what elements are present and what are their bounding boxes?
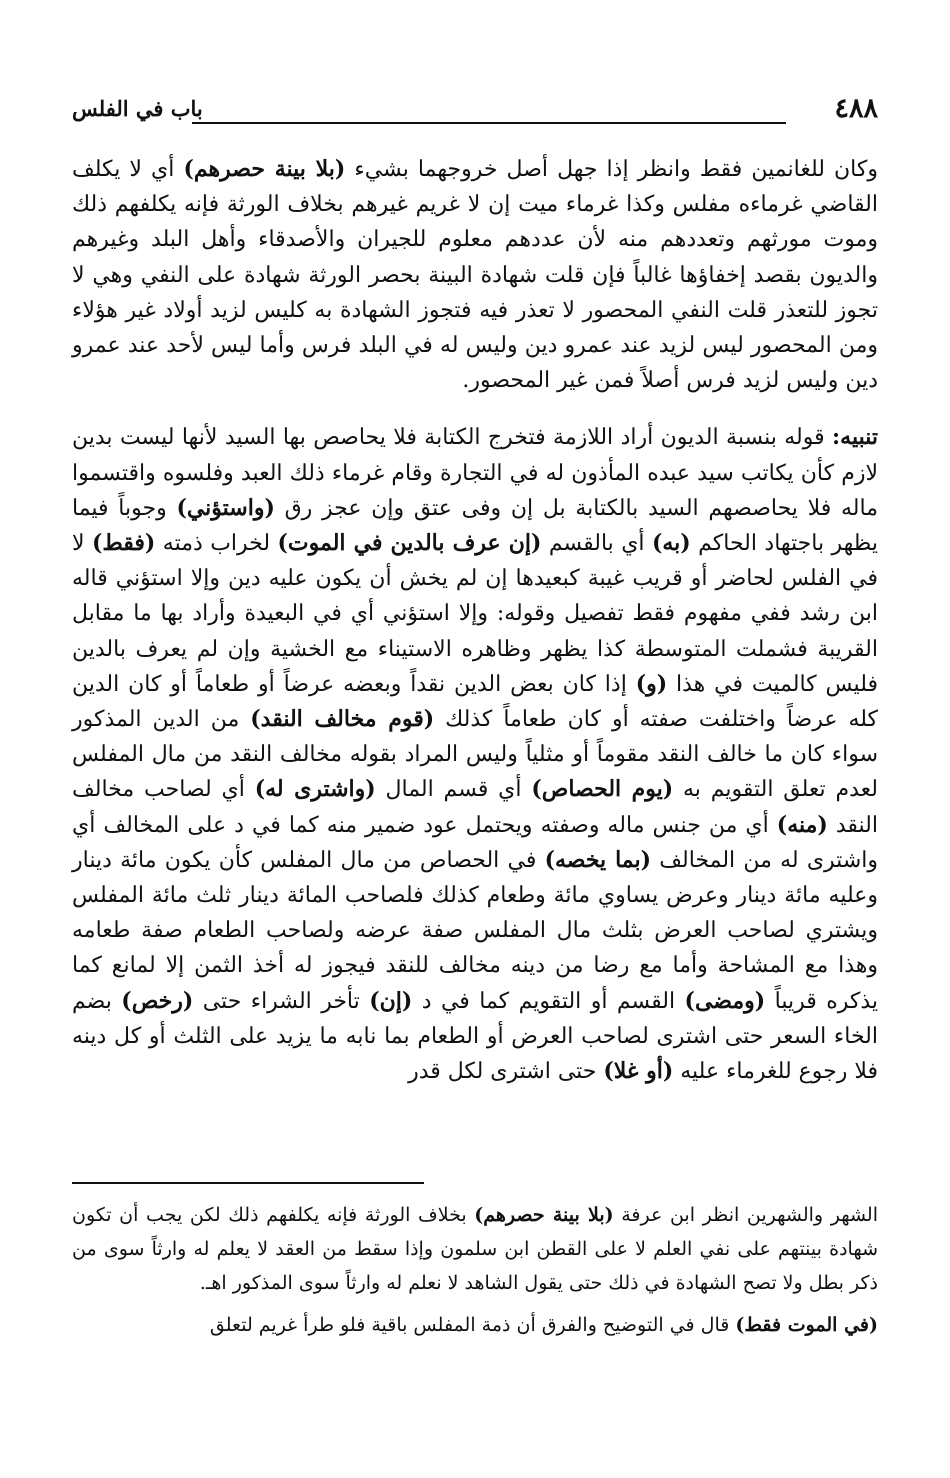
page-number: ٤٨٨: [834, 93, 878, 124]
main-text: [72, 152, 878, 1089]
bold-term: (منه): [776, 811, 828, 838]
bold-term: (ومضى): [684, 987, 766, 1014]
bold-term: (و): [635, 670, 668, 697]
bold-term: (رخص): [121, 987, 194, 1014]
bold-term: (بلا بينة حصرهم): [183, 156, 346, 182]
page-header: [72, 92, 878, 126]
bold-term: (به): [651, 530, 691, 557]
bold-term: (بما يخصه): [544, 846, 652, 873]
header-rule: [192, 122, 786, 124]
bold-term: (واستؤني): [176, 494, 275, 521]
footnote-2: (في الموت فقط) قال في التوضيح والفرق أن ذمة المفلس باقية فلو طرأ غريم لتعلق: [209, 1314, 878, 1336]
footnote-1: الشهر والشهرين انظر ابن عرفة (بلا بينة حصرهم) بخلاف الورثة فإنه يكلفهم ذلك لكن يجب أن تكون شهادة بينتهم على نفي العلم لا على القطن ابن سلمون وإذا سقط من العقد لا يعلم له وارثاً سوى من ذكر بطل ولا تصح الشهادة في ذلك حتى يقول الشاهد لا نعلم له وارثاً سوى المذكور اهـ.: [72, 1204, 878, 1294]
bold-term: (أو غلا): [603, 1058, 674, 1085]
bold-term: (قوم مخالف النقد): [250, 706, 435, 733]
bold-term: (في الموت فقط): [735, 1314, 878, 1336]
bold-term: (فقط): [91, 530, 156, 557]
bold-term: (إن عرف بالدين في الموت): [277, 530, 542, 557]
paragraph-2: تنبيه: قوله بنسبة الديون أراد اللازمة فتخرج الكتابة فلا يحاصص بها السيد لأنها ليست بدين لازم كأن يكاتب سيد عبده المأذون له في التجارة وقام غرماء ذلك العبد وفلسوه واقتسموا ماله فلا يحاصصهم السيد بالكتابة بل إن وفى عتق وإن عجز رق (واستؤني) وجوباً فيما يظهر باجتهاد الحاكم (به) أي بالقسم (إن عرف بالدين في الموت) لخراب ذمته (فقط) لا في الفلس لحاضر أو قريب غيبة كبعيدها إن لم يخش أن يكون عليه دين وإلا استؤني قاله ابن رشد ففي مفهوم فقط تفصيل وقوله: وإلا استؤني أي في البعيدة وأراد بها ما مقابل القريبة فشملت المتوسطة كذا يظهر وظاهره الاستيناء مع الخشية وإن لم يعرف بالدين فليس كالميت في هذا (و) إذا كان بعض الدين نقداً وبعضه عرضاً أو طعاماً أو كان الدين كله عرضاً واختلفت صفته أو كان طعاماً كذلك (قوم مخالف النقد) من الدين المذكور سواء كان ما خالف النقد مقوماً أو مثلياً وليس المراد بقوله مخالف النقد من مال المفلس لعدم تعلق التقويم به (يوم الحصاص) أي قسم المال (واشترى له) أي لصاحب مخالف النقد (منه) أي من جنس ماله وصفته ويحتمل عود ضمير منه كما في د على المخالف أي واشترى له من المخالف (بما يخصه) في الحصاص من مال المفلس كأن يكون مائة دينار وعليه مائة دينار وعرض يساوي مائة وطعام كذلك فلصاحب المائة دينار ثلث مائة المفلس ويشتري لصاحب العرض بثلث مال المفلس صفة عرضه ولصاحب الطعام صفة طعامه وهذا مع المشاحة وأما مع رضا من دينه مخالف للنقد فيجوز له أخذ الثمن إلا لمانع كما يذكره قريباً (ومضى) القسم أو التقويم كما في د (إن) تأخر الشراء حتى (رخص) بضم الخاء السعر حتى اشترى لصاحب العرض أو الطعام بما نابه ما يزيد على الثلث أو كل دينه فلا رجوع للغرماء عليه (أو غلا) حتى اشترى لكل قدر: [72, 424, 879, 1085]
running-title: باب في الفلس: [72, 96, 203, 121]
bold-term: (إن): [369, 987, 413, 1014]
bold-term: (يوم الحصاص): [531, 776, 674, 803]
paragraph-1: وكان للغانمين فقط وانظر إذا جهل أصل خروجهما بشيء (بلا بينة حصرهم) أي لا يكلف القاضي غرماءه مفلس وكذا غرماء ميت إن لا غريم غيرهم بخلاف الورثة فإنه يكلفهم ذلك وموت مورثهم وتعددهم منه لأن عددهم معلوم للجيران والأصدقاء وأهل البلد وغيرهم والديون بقصد إخفاؤها غالباً فإن قلت شهادة البينة بحصر الورثة شهادة على النفي وهي لا تجوز للتعذر قلت النفي المحصور لا تعذر فيه فتجوز الشهادة به كليس لزيد أولاد غير هؤلاء ومن المحصور ليس لزيد عند عمرو دين وليس له في البلد فرس وأما ليس لأحد عند عمرو دين وليس لزيد فرس أصلاً فمن غير المحصور.: [72, 156, 878, 394]
footnote-rule: [72, 1182, 424, 1184]
note-label: تنبيه:: [832, 424, 878, 451]
footnotes: [72, 1198, 878, 1342]
bold-term: (واشترى له): [254, 776, 376, 803]
bold-term: (بلا بينة حصرهم): [474, 1204, 614, 1226]
